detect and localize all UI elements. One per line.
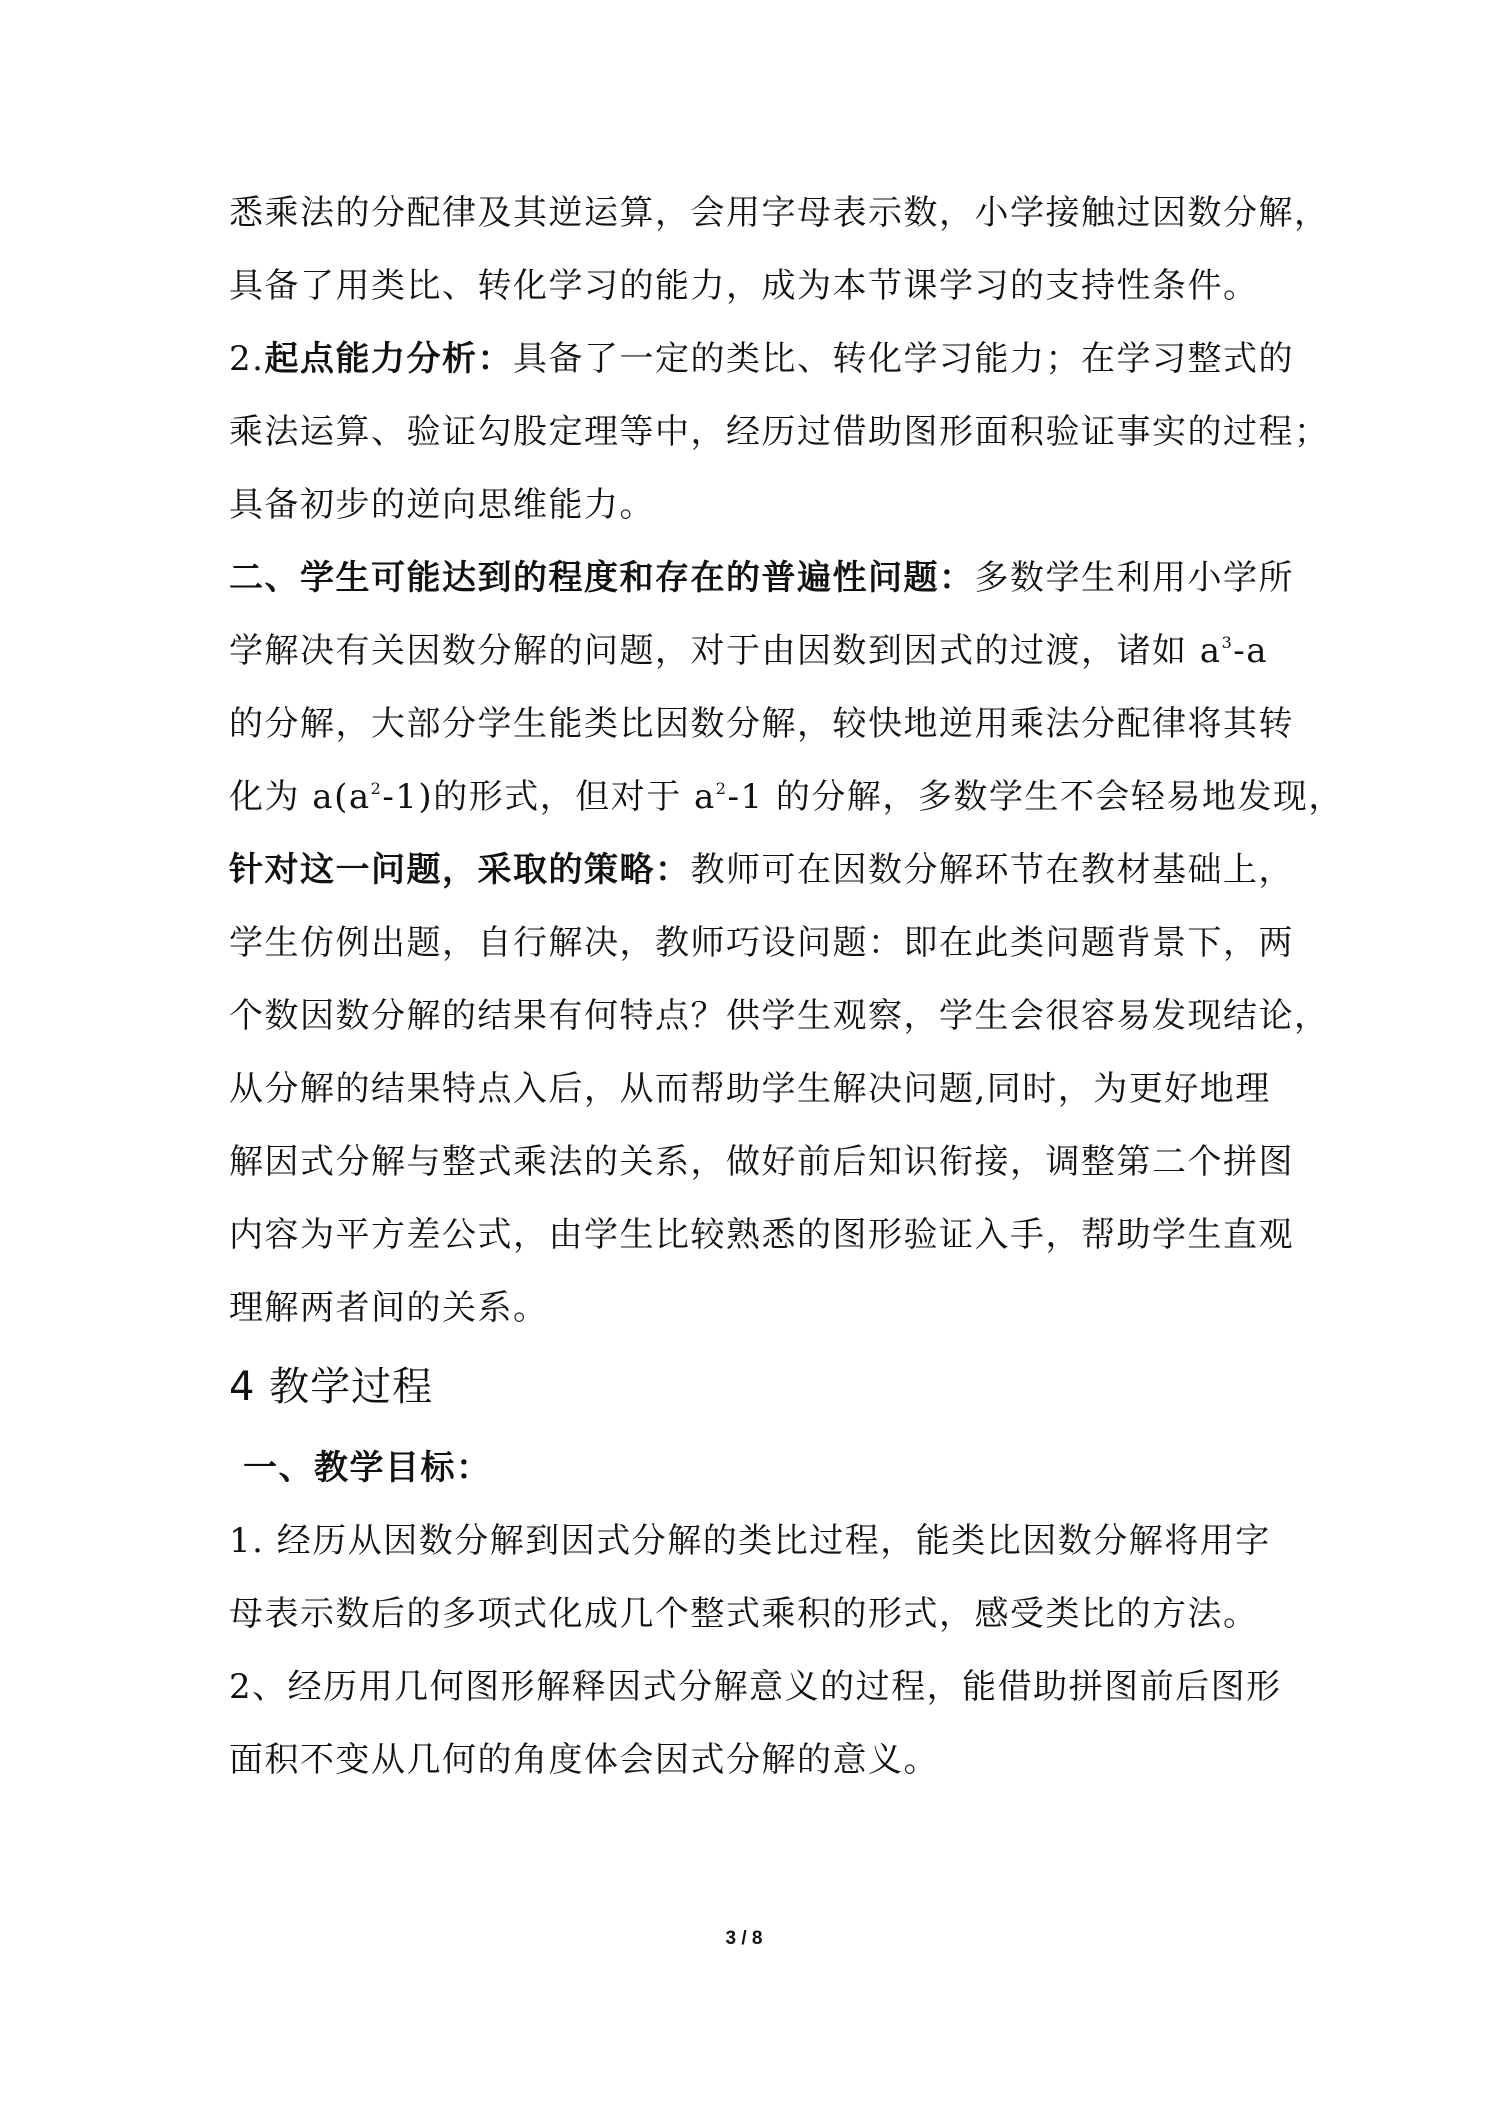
paragraph-line <box>229 923 1294 996</box>
bold-label: 针对这一问题，采取的策略： <box>229 850 691 890</box>
paragraph-line <box>229 485 1291 558</box>
paragraph-line <box>229 193 1330 266</box>
text-run: 悉乘法的分配律及其逆运算，会用字母表示数，小学接触过因数分解， <box>229 193 1330 233</box>
paragraph-line <box>229 1215 1294 1288</box>
exponent: 3 <box>1221 633 1234 652</box>
text-run: 具备了一定的类比、转化学习能力；在学习整式的 <box>512 339 1294 379</box>
goal-line <box>229 1667 1291 1740</box>
text-run: -a <box>1233 631 1269 671</box>
paragraph-line <box>229 558 1294 631</box>
text-run: 理解两者间的关系。 <box>229 1288 549 1328</box>
text-run: 1. 经历从因数分解到因式分解的类比过程，能类比因数分解将用字 <box>229 1521 1271 1561</box>
bold-label: 起点能力分析： <box>264 339 513 379</box>
paragraph-line <box>229 996 1330 1069</box>
paragraph-line <box>229 412 1330 485</box>
paragraph-line <box>229 704 1294 777</box>
text-run: 从分解的结果特点入后，从而帮助学生解决问题,同时，为更好地理 <box>229 1069 1271 1109</box>
text-run: -1)的形式，但对于 a <box>382 777 716 817</box>
paragraph-line <box>229 777 1344 850</box>
paragraph-line <box>229 1069 1291 1142</box>
goal-line <box>229 1594 1291 1667</box>
text-run: 2、经历用几何图形解释因式分解意义的过程，能借助拼图前后图形 <box>229 1667 1282 1707</box>
paragraph-line <box>229 850 1294 923</box>
text-run: 乘法运算、验证勾股定理等中，经历过借助图形面积验证事实的过程； <box>229 412 1330 452</box>
text-run: 多数学生利用小学所 <box>974 558 1294 598</box>
paragraph-line <box>229 1288 1291 1361</box>
paragraph-line <box>229 266 1291 339</box>
section-heading: 4 教学过程 <box>229 1364 434 1410</box>
text-run: 教师可在因数分解环节在教材基础上， <box>690 850 1294 890</box>
text-run: 具备了用类比、转化学习的能力，成为本节课学习的支持性条件。 <box>229 266 1259 306</box>
document-body <box>229 193 1344 1813</box>
text-run: -1 的分解，多数学生不会轻易地发现， <box>727 777 1344 817</box>
goal-line <box>229 1521 1291 1594</box>
text-run: 化为 a(a <box>229 777 371 817</box>
text-run: 面积不变从几何的角度体会因式分解的意义。 <box>229 1740 939 1780</box>
bold-label: 二、学生可能达到的程度和存在的普遍性问题： <box>229 558 975 598</box>
text-run: 个数因数分解的结果有何特点？供学生观察，学生会很容易发现结论， <box>229 996 1330 1036</box>
paragraph-line <box>229 1142 1294 1215</box>
page-number: 3 / 8 <box>725 1928 763 1949</box>
text-run: 学生仿例出题，自行解决，教师巧设问题：即在此类问题背景下，两 <box>229 923 1294 963</box>
subsection-heading: 一、教学目标： <box>243 1448 492 1488</box>
exponent: 2 <box>370 779 383 798</box>
paragraph-line <box>229 631 1291 704</box>
goal-line <box>229 1740 1291 1813</box>
text-run: 内容为平方差公式，由学生比较熟悉的图形验证入手，帮助学生直观 <box>229 1215 1294 1255</box>
exponent: 2 <box>715 779 728 798</box>
list-number: 2. <box>229 339 265 379</box>
text-run: 学解决有关因数分解的问题，对于由因数到因式的过渡，诸如 a <box>229 631 1222 671</box>
text-run: 解因式分解与整式乘法的关系，做好前后知识衔接，调整第二个拼图 <box>229 1142 1294 1182</box>
text-run: 的分解，大部分学生能类比因数分解，较快地逆用乘法分配律将其转 <box>229 704 1294 744</box>
paragraph-line <box>229 339 1294 412</box>
text-run: 母表示数后的多项式化成几个整式乘积的形式，感受类比的方法。 <box>229 1594 1259 1634</box>
text-run: 具备初步的逆向思维能力。 <box>229 485 655 525</box>
